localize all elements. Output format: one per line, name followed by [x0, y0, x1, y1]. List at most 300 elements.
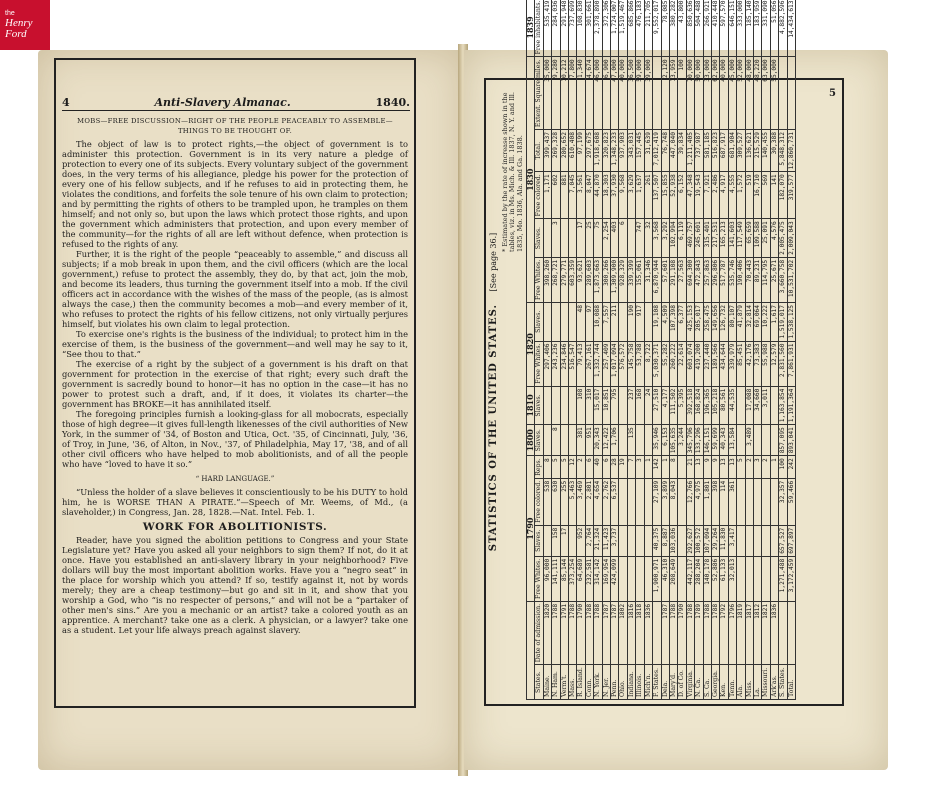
table-cell: 442,117: [686, 556, 694, 601]
column-header: Free inhabitants.: [535, 0, 543, 57]
table-cell: 279,771: [560, 257, 568, 302]
table-cell: 52,938: [669, 172, 677, 219]
state-name-cell: Total.: [787, 665, 795, 700]
table-cell: 28: [611, 456, 619, 478]
statistics-table: [526, 0, 796, 700]
table-cell: 7,012,419: [653, 130, 661, 172]
paragraph: The object of law is to protect rights,—the object of government is to administer this protection. Government is in its very nature a pledge of protection to every one of its subjects. Every voluntary subject of the government does, in the very terms of his allegiance, pledge his power for the protection of every one of his fellow subjects, and if he refuses to aid in protecting them, he violates the conditions, and forfeits the sole tenure of his own claim to protection; and by permitting the rights of others to be trampled upon, he tramples on them himself; and not only so, but upon the laws which protect those rights, and upon the government which administers that protection, and upon every member of the community—for the rights of all are left without defence, when protection is refused to the rights of any.: [62, 139, 408, 249]
table-cell: 2: [577, 456, 585, 478]
table-cell: 300,266: [602, 257, 610, 302]
table-cell: [619, 525, 627, 556]
table-cell: 8: [543, 456, 551, 478]
column-header-row: [535, 0, 543, 700]
table-cell: 1,724,007: [611, 0, 619, 57]
state-name-cell: Maine.: [543, 665, 551, 700]
table-cell: 1791: [560, 601, 568, 664]
table-cell: [636, 525, 644, 556]
table-cell: 1,617: [770, 303, 778, 342]
table-cell: [619, 386, 627, 425]
state-name-cell: Conn.: [585, 665, 593, 700]
column-header: Free Whites.: [535, 257, 543, 302]
table-cell: 1,572: [737, 172, 745, 219]
table-cell: 48,220: [753, 57, 761, 130]
table-row: [644, 0, 652, 700]
table-cell: 8,047: [585, 172, 593, 219]
table-cell: 5,395: [678, 386, 686, 425]
table-cell: 1,637: [636, 172, 644, 219]
table-cell: 136,621: [745, 130, 753, 172]
table-cell: [619, 478, 627, 525]
table-cell: 1,309,900: [611, 257, 619, 302]
table-cell: [787, 601, 795, 664]
table-cell: 5,848,312: [779, 130, 787, 172]
table-cell: 7,045: [569, 172, 577, 219]
table-cell: 15,017: [594, 386, 602, 425]
table-cell: 57,601: [661, 257, 669, 302]
table-cell: 168,824: [695, 386, 703, 425]
table-cell: 59,000: [636, 57, 644, 130]
statistics-frame: [484, 0, 844, 706]
table-cell: 425,153: [686, 303, 694, 342]
table-cell: 267,161: [585, 341, 593, 386]
table-cell: 243,236: [552, 341, 560, 386]
table-row: [728, 0, 736, 700]
table-cell: 5: [560, 456, 568, 478]
table-cell: 697,897: [787, 525, 795, 556]
table-row: [779, 0, 787, 700]
table-cell: 646,151: [728, 0, 736, 57]
table-cell: 215,529: [753, 130, 761, 172]
state-name-cell: Missouri.: [762, 665, 770, 700]
table-cell: [787, 57, 795, 130]
table-cell: 80,107: [728, 303, 736, 342]
table-cell: 447,040: [669, 130, 677, 172]
table-row: [703, 0, 711, 700]
table-cell: 345,796: [686, 425, 694, 456]
table-cell: [737, 525, 745, 556]
table-cell: 85,144: [560, 556, 568, 601]
table-cell: 1,171: [543, 172, 551, 219]
rotated-table-area: [486, 0, 842, 704]
table-cell: 309,527: [737, 130, 745, 172]
table-cell: 517,787: [720, 257, 728, 302]
year-header-row: [527, 0, 535, 700]
table-cell: 1,519,017: [779, 303, 787, 342]
table-cell: 59,466: [787, 478, 795, 525]
table-cell: [627, 556, 635, 601]
year-header: 1810: [527, 386, 535, 425]
table-cell: 257,409: [602, 341, 610, 386]
table-cell: 6,119: [678, 219, 686, 258]
state-name-cell: S. Ca.: [703, 665, 711, 700]
table-cell: 4,509: [661, 303, 669, 342]
table-cell: 22,614: [678, 341, 686, 386]
table-cell: 114,795: [762, 257, 770, 302]
table-cell: [569, 386, 577, 425]
section-heading: WORK FOR ABOLITIONISTS.: [142, 521, 328, 533]
table-cell: [762, 425, 770, 456]
table-cell: 133,296: [695, 425, 703, 456]
table-cell: 2,378,890: [594, 0, 602, 57]
table-cell: 3,292: [661, 219, 669, 258]
table-cell: 893,041: [787, 425, 795, 456]
table-cell: 331,090: [762, 0, 770, 57]
state-name-cell: Ala.: [737, 665, 745, 700]
table-cell: 1787: [661, 601, 669, 664]
table-cell: 48,000: [745, 57, 753, 130]
year-header: 1820: [527, 303, 535, 387]
table-cell: 32,357: [779, 478, 787, 525]
quote-heading: “ HARD LANGUAGE.”: [195, 475, 275, 483]
table-cell: [770, 525, 778, 556]
table-cell: 14,434,613: [787, 0, 795, 57]
column-header: Free Whites.: [535, 556, 543, 601]
table-cell: [644, 478, 652, 525]
table-cell: [552, 303, 560, 342]
column-header: Free colored.: [535, 172, 543, 219]
table-cell: [627, 478, 635, 525]
table-row: [585, 0, 593, 700]
table-cell: [762, 556, 770, 601]
table-row: [594, 0, 602, 700]
table-cell: 2,486: [711, 172, 719, 219]
table-cell: 37,930: [611, 172, 619, 219]
state-name-cell: Ken.: [720, 665, 728, 700]
table-cell: [627, 219, 635, 258]
table-cell: 20,343: [594, 425, 602, 456]
table-cell: [569, 303, 577, 342]
table-cell: 1,900,971: [653, 556, 661, 601]
table-cell: 126,732: [720, 303, 728, 342]
table-cell: [753, 556, 761, 601]
table-cell: 1,519,467: [619, 0, 627, 57]
table-cell: 3,629: [627, 172, 635, 219]
table-cell: 320,823: [602, 130, 610, 172]
table-cell: 1821: [762, 601, 770, 664]
see-page-note: [See page 36.]: [489, 232, 498, 292]
table-cell: 102,994: [669, 219, 677, 258]
table-cell: 3,172,459: [787, 556, 795, 601]
column-header: Slaves.: [535, 303, 543, 342]
table-cell: 381: [577, 425, 585, 456]
table-cell: 1818: [636, 601, 644, 664]
table-cell: 63,000: [762, 57, 770, 130]
table-cell: 3: [636, 456, 644, 478]
table-cell: 1788: [594, 601, 602, 664]
table-cell: 1820: [543, 601, 551, 664]
table-cell: 1788: [686, 601, 694, 664]
table-cell: 55,282: [661, 341, 669, 386]
state-name-cell: N. Jer.: [602, 665, 610, 700]
table-cell: 35,000: [543, 57, 551, 130]
table-cell: 928,329: [619, 257, 627, 302]
table-cell: 603,359: [569, 257, 577, 302]
table-cell: 39,000: [644, 57, 652, 130]
table-cell: 141,111: [552, 556, 560, 601]
table-cell: 93,621: [577, 257, 585, 302]
table-cell: 1819: [737, 601, 745, 664]
table-cell: 951: [585, 425, 593, 456]
table-cell: 1812: [753, 601, 761, 664]
table-cell: 15,855: [661, 172, 669, 219]
table-cell: 21: [686, 456, 694, 478]
table-cell: 297,406: [543, 341, 551, 386]
table-cell: 29,264: [711, 525, 719, 556]
table-cell: 11,830: [720, 525, 728, 556]
state-name-cell: Mich'n.: [644, 665, 652, 700]
table-cell: 9,552,017: [653, 0, 661, 57]
table-cell: [560, 425, 568, 456]
table-cell: 78,085: [661, 0, 669, 57]
table-cell: 296,806: [711, 257, 719, 302]
table-cell: 25,671: [770, 257, 778, 302]
table-cell: 737,987: [695, 130, 703, 172]
table-cell: 2,009,043: [787, 219, 795, 258]
table-cell: 16,710: [753, 172, 761, 219]
table-cell: 145,758: [627, 341, 635, 386]
table-cell: 155,061: [636, 257, 644, 302]
table-cell: [543, 425, 551, 456]
column-header: Slaves.: [535, 219, 543, 258]
table-cell: 2: [762, 456, 770, 478]
table-cell: 8,887: [661, 525, 669, 556]
table-cell: 476,183: [636, 0, 644, 57]
table-cell: 96,000: [543, 556, 551, 601]
table-cell: 165,213: [720, 219, 728, 258]
table-cell: 140,455: [762, 130, 770, 172]
table-cell: 245,601: [695, 219, 703, 258]
table-cell: [745, 525, 753, 556]
year-header: 1839: [527, 0, 535, 57]
table-cell: 17: [577, 219, 585, 258]
column-header: Slaves.: [535, 425, 543, 456]
table-cell: 469,757: [686, 219, 694, 258]
table-row: [770, 0, 778, 700]
state-name-cell: Verm't.: [560, 665, 568, 700]
table-cell: 44,870: [594, 172, 602, 219]
table-cell: 310: [585, 386, 593, 425]
table-row: [611, 0, 619, 700]
table-cell: [653, 57, 661, 130]
table-cell: 795: [611, 386, 619, 425]
state-name-cell: Dela.: [661, 665, 669, 700]
table-cell: 47,000: [611, 57, 619, 130]
column-header: Slaves.: [535, 386, 543, 425]
table-cell: 100: [779, 456, 787, 478]
year-header: 1790: [527, 456, 535, 602]
table-cell: 434,644: [720, 341, 728, 386]
table-cell: [644, 525, 652, 556]
left-page-text: [62, 116, 408, 704]
table-cell: [762, 478, 770, 525]
table-cell: 4,576: [770, 219, 778, 258]
table-cell: 142: [653, 456, 661, 478]
table-cell: 7,800: [569, 57, 577, 130]
table-cell: [753, 478, 761, 525]
table-cell: 1790: [577, 601, 585, 664]
table-cell: 11,423: [602, 525, 610, 556]
table-cell: 190,406: [737, 257, 745, 302]
table-cell: 208,649: [669, 556, 677, 601]
table-cell: [770, 386, 778, 425]
logo-the: the: [5, 10, 15, 17]
table-cell: 4,975: [695, 478, 703, 525]
table-cell: 694,300: [686, 257, 694, 302]
paragraph: The foregoing principles furnish a looking-glass for all mobocrats, especially those of high degree—it gives full-length likenesses of the civil authorities of New York, in the summer of '34, of Boston and Utica, Oct. '35, of Cincinnati, July, '36, of Troy, in June, '36, of Alton, in Nov., '37, of Philadelphia, May 17, '38, and of all other civil officers who have helped to mob abolitionists, and of all the people who have “loved to have it so.”: [62, 409, 408, 469]
table-cell: 40: [594, 456, 602, 478]
table-cell: 2: [745, 456, 753, 478]
table-cell: 284,036: [552, 0, 560, 57]
table-cell: 291,108: [669, 257, 677, 302]
table-cell: 107,398: [669, 303, 677, 342]
table-cell: 137,507: [653, 172, 661, 219]
table-cell: 581,185: [703, 130, 711, 172]
state-name-cell: Illinois.: [636, 665, 644, 700]
table-cell: 111,502: [669, 386, 677, 425]
table-cell: 18,303: [602, 172, 610, 219]
year-header: 1830: [527, 57, 535, 303]
table-row: [762, 0, 770, 700]
table-cell: 19: [619, 456, 627, 478]
table-cell: 4,917: [720, 172, 728, 219]
table-cell: 291,948: [560, 0, 568, 57]
table-cell: 7,861,931: [787, 341, 795, 386]
right-page-number: 5: [829, 88, 836, 99]
column-header: Reps.: [535, 456, 543, 478]
table-cell: 13,959: [669, 57, 677, 130]
state-name-cell: Mary'd.: [669, 665, 677, 700]
table-cell: [543, 525, 551, 556]
table-cell: 182,070: [779, 172, 787, 219]
table-cell: 40,000: [720, 57, 728, 130]
table-cell: [737, 478, 745, 525]
table-cell: [770, 556, 778, 601]
table-cell: [627, 525, 635, 556]
table-cell: 140,178: [703, 556, 711, 601]
table-cell: 8,722: [644, 341, 652, 386]
table-cell: 97,199: [577, 130, 585, 172]
table-cell: 51,056: [770, 0, 778, 57]
table-cell: [737, 556, 745, 601]
table-cell: 1,163,854: [779, 386, 787, 425]
table-cell: 69,064: [753, 303, 761, 342]
table-cell: 76,748: [661, 130, 669, 172]
state-name-cell: F. States.: [653, 665, 661, 700]
table-cell: 339,979: [728, 341, 736, 386]
table-cell: 79,413: [577, 341, 585, 386]
table-cell: 260,222: [669, 341, 677, 386]
table-cell: 1796: [728, 601, 736, 664]
left-page-number: 4: [62, 96, 70, 109]
table-row: [560, 0, 568, 700]
table-cell: 13,584: [728, 425, 736, 456]
table-cell: 333,000: [737, 0, 745, 57]
table-cell: 89,231: [753, 257, 761, 302]
table-cell: 13: [720, 456, 728, 478]
table-cell: 4,882,596: [779, 0, 787, 57]
table-cell: 2,831,560: [779, 341, 787, 386]
table-cell: 19,543: [695, 172, 703, 219]
column-header: Date of admission.: [535, 601, 543, 664]
table-cell: 257,863: [703, 257, 711, 302]
table-cell: 1,332,744: [594, 341, 602, 386]
table-row: [745, 0, 753, 700]
table-row: [636, 0, 644, 700]
table-cell: 289,603: [585, 257, 593, 302]
table-cell: 410,448: [711, 0, 719, 57]
table-cell: 630: [552, 478, 560, 525]
table-cell: [560, 386, 568, 425]
table-cell: 17,088: [745, 386, 753, 425]
table-cell: 141,603: [728, 219, 736, 258]
table-cell: 419,200: [695, 341, 703, 386]
paragraph: The exercise of a right by the subject of a government is his draft on that government for protection in the exercise of that right; every such draft the government is sacredly bound to honor—it has no option in the case—it has no power to protest such a draft, and, if it does, it violates its charter—the government has BROKE—it has annihilated itself.: [62, 359, 408, 409]
table-cell: 217,531: [711, 219, 719, 258]
table-cell: [644, 425, 652, 456]
table-cell: 158: [552, 525, 560, 556]
state-name-cell: Tenn.: [728, 665, 736, 700]
table-cell: 747: [636, 219, 644, 258]
table-cell: 108,830: [577, 0, 585, 57]
table-cell: 1817: [745, 601, 753, 664]
table-cell: [737, 386, 745, 425]
table-row: [737, 0, 745, 700]
table-cell: 9,568: [619, 172, 627, 219]
table-cell: 3,469: [577, 478, 585, 525]
table-cell: 576,572: [619, 341, 627, 386]
column-header: States.: [535, 665, 543, 700]
table-cell: 373,254: [569, 556, 577, 601]
table-cell: 35,946: [653, 425, 661, 456]
state-name-cell: Virginia.: [686, 665, 694, 700]
table-cell: 1: [770, 456, 778, 478]
table-cell: [636, 425, 644, 456]
table-row: [787, 0, 795, 700]
table-cell: 117,549: [737, 219, 745, 258]
state-name-cell: Mass.: [569, 665, 577, 700]
table-cell: 19,108: [653, 303, 661, 342]
table-cell: 9,280: [552, 57, 560, 130]
table-cell: 13: [728, 456, 736, 478]
table-cell: 3,660,758: [779, 257, 787, 302]
table-cell: 280,652: [560, 130, 568, 172]
table-cell: 100,572: [695, 525, 703, 556]
table-cell: 1,801: [703, 478, 711, 525]
table-cell: 10,851: [602, 386, 610, 425]
table-cell: 107,094: [703, 525, 711, 556]
table-cell: 687,917: [720, 130, 728, 172]
table-cell: 1: [644, 456, 652, 478]
table-row: [686, 0, 694, 700]
table-cell: 100: [678, 57, 686, 130]
table-cell: 52,000: [737, 57, 745, 130]
table-cell: 569: [762, 172, 770, 219]
table-cell: 46,310: [661, 556, 669, 601]
table-cell: 917: [636, 303, 644, 342]
table-cell: 146,151: [703, 425, 711, 456]
table-cell: 157,445: [636, 130, 644, 172]
table-cell: 292,627: [686, 525, 694, 556]
table-cell: 10,088: [594, 303, 602, 342]
table-cell: 472,843: [695, 257, 703, 302]
state-name-cell: D. of Co.: [678, 665, 686, 700]
table-cell: 75: [594, 219, 602, 258]
table-cell: [762, 525, 770, 556]
table-cell: 33,000: [703, 57, 711, 130]
table-cell: 610,408: [569, 130, 577, 172]
table-cell: 5,463: [569, 478, 577, 525]
table-cell: 103,036: [669, 525, 677, 556]
